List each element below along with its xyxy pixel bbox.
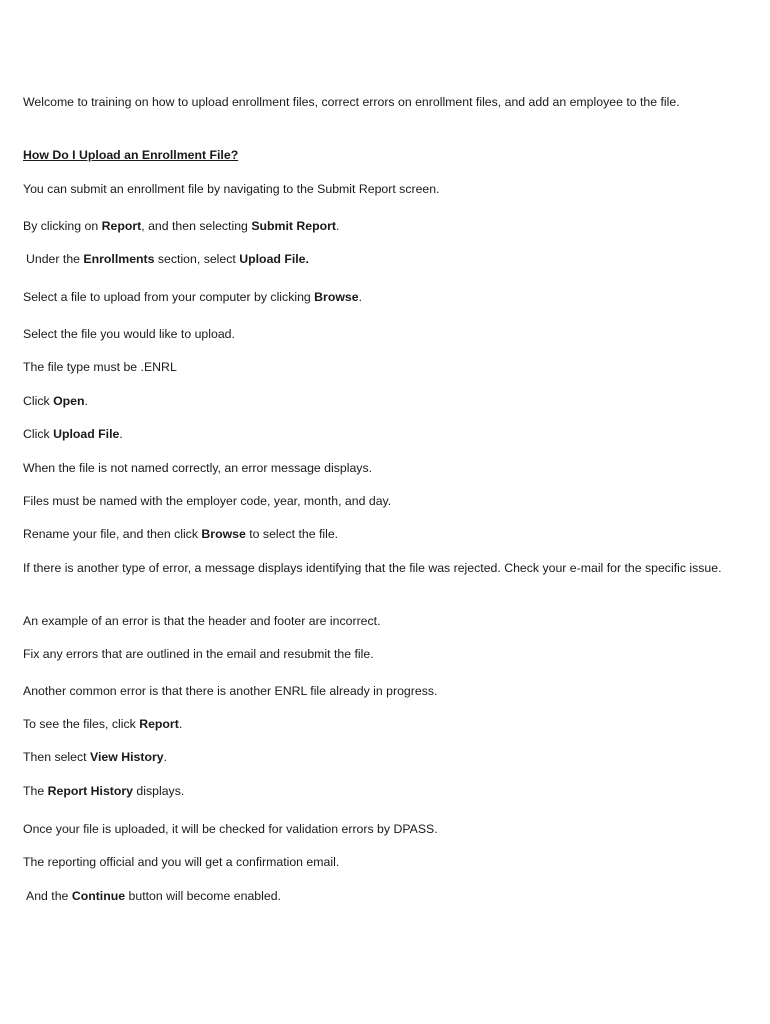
body-line: [23, 715, 723, 733]
body-line: [23, 612, 723, 630]
text-segment: displays.: [133, 784, 185, 798]
body-line: [23, 288, 723, 306]
bold-term: Upload File: [53, 427, 120, 441]
bold-term: Open: [53, 394, 85, 408]
body-line: [23, 425, 723, 443]
text-segment: .: [178, 717, 183, 731]
text-segment: Click: [23, 394, 54, 408]
body-line: [23, 682, 723, 700]
text-segment: Another common error is that there is another ENRL file already in progress.: [23, 684, 438, 698]
text-segment: The reporting official and you will get a confirmation email.: [23, 855, 340, 869]
body-line: [23, 459, 723, 477]
text-segment: .: [163, 750, 168, 764]
body-line: [23, 559, 723, 577]
text-segment: The: [23, 784, 48, 798]
body-line: [23, 853, 723, 871]
text-segment: .: [119, 427, 123, 441]
text-segment: Select the file you would like to upload.: [23, 327, 235, 341]
text-segment: section, select: [154, 252, 240, 266]
body-line: [23, 492, 723, 510]
text-segment: Once your file is uploaded, it will be checked for validation errors by DPASS.: [23, 822, 438, 836]
text-segment: Files must be named with the employer code, year, month, and day.: [23, 494, 392, 508]
text-segment: to select the file.: [245, 527, 339, 541]
bold-term: Report: [139, 717, 179, 731]
text-segment: .: [336, 219, 340, 233]
text-segment: To see the files, click: [23, 717, 140, 731]
text-segment: By clicking on: [23, 219, 102, 233]
intro-paragraph: Welcome to training on how to upload enrollment files, correct errors on enrollment files, and add an employee to the file.: [23, 95, 680, 109]
text-segment: If there is another type of error, a message displays identifying that the file was rejected. Check your e-mail for the specific issue.: [23, 561, 722, 575]
text-segment: , and then selecting: [141, 219, 252, 233]
body-line: [26, 250, 726, 268]
body-line: [23, 525, 723, 543]
text-segment: Rename your file, and then click: [23, 527, 202, 541]
bold-term: Report: [101, 219, 142, 233]
text-segment: When the file is not named correctly, an error message displays.: [23, 461, 373, 475]
bold-term: Submit Report: [251, 219, 337, 233]
body-line: [23, 820, 723, 838]
text-segment: Click: [23, 427, 54, 441]
bold-term: Continue: [71, 889, 126, 903]
text-segment: Then select: [23, 750, 90, 764]
text-segment: You can submit an enrollment file by navigating to the Submit Report screen.: [23, 182, 440, 196]
bold-term: Browse: [314, 290, 359, 304]
text-segment: Fix any errors that are outlined in the email and resubmit the file.: [23, 647, 374, 661]
section-heading: How Do I Upload an Enrollment File?: [23, 148, 239, 162]
body-line: [26, 887, 726, 905]
text-segment: The file type must be .ENRL: [23, 360, 177, 374]
bold-term: Browse: [201, 527, 246, 541]
bold-term: Upload File.: [239, 252, 309, 266]
body-line: [23, 325, 723, 343]
text-segment: An example of an error is that the header and footer are incorrect.: [23, 614, 381, 628]
text-segment: .: [84, 394, 88, 408]
body-line: [23, 782, 723, 800]
body-line: [23, 217, 723, 235]
text-segment: button will become enabled.: [125, 889, 281, 903]
text-segment: .: [358, 290, 363, 304]
body-line: [23, 180, 723, 198]
body-line: [23, 392, 723, 410]
text-segment: Under the: [26, 252, 84, 266]
body-line: [23, 645, 723, 663]
body-line: [23, 748, 723, 766]
bold-term: Report History: [47, 784, 134, 798]
text-segment: Select a file to upload from your computer by clicking: [23, 290, 315, 304]
bold-term: View History: [90, 750, 164, 764]
body-line: [23, 358, 723, 376]
text-segment: And the: [26, 889, 72, 903]
bold-term: Enrollments: [83, 252, 155, 266]
